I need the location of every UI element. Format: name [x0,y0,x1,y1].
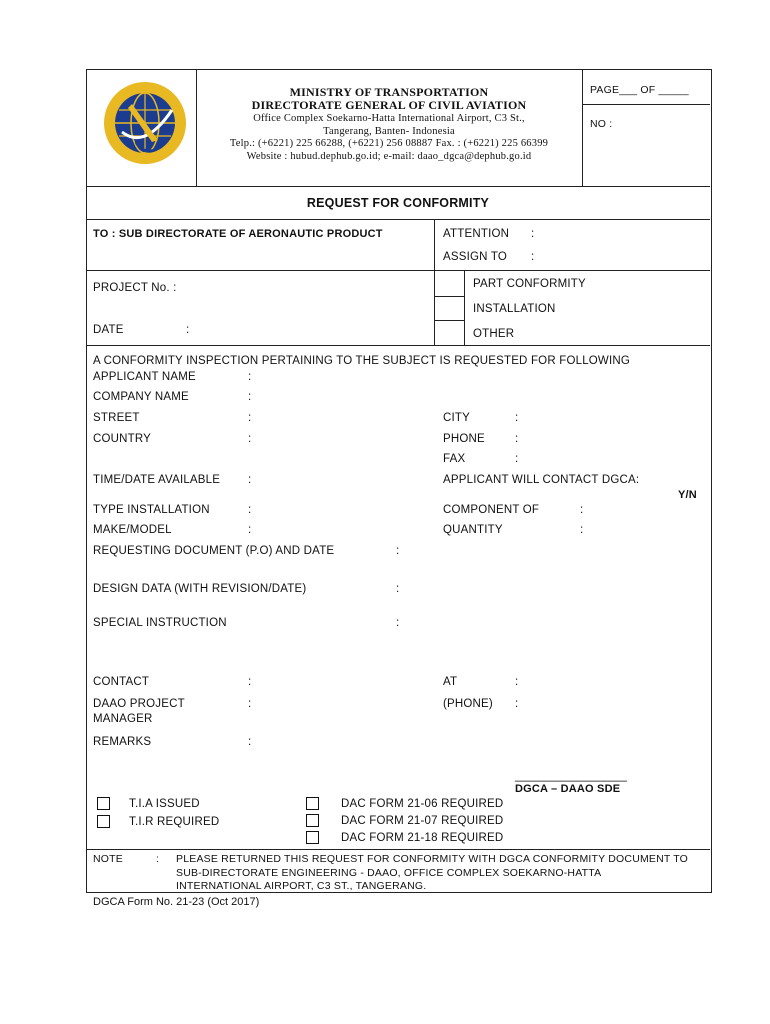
note-top-line [86,849,710,850]
applicant-contact-label: APPLICANT WILL CONTACT DGCA: [443,474,640,486]
header-page-divider [582,104,710,105]
phone-paren-colon: : [515,698,519,710]
intro-text: A CONFORMITY INSPECTION PERTAINING TO THE SUBJECT IS REQUESTED FOR FOLLOWING [93,355,631,367]
option-box-divider [464,270,465,345]
installation-label: INSTALLATION [473,303,556,315]
note-colon: : [156,853,160,865]
ministry-name: MINISTRY OF TRANSPORTATION [289,85,489,99]
daao-project-colon: : [248,698,252,710]
installation-checkbox[interactable] [435,297,463,319]
signature-label: DGCA – DAAO SDE [515,783,621,795]
note-line-3: INTERNATIONAL AIRPORT, C3 ST., TANGERANG. [176,880,427,892]
tia-issued-label: T.I.A ISSUED [129,798,200,810]
part-conformity-checkbox[interactable] [435,271,463,295]
project-no-label: PROJECT No. : [93,282,177,294]
header-divider-right [582,69,583,186]
applicant-name-colon: : [248,371,252,383]
page-of-field[interactable]: PAGE___ OF _____ [590,84,689,96]
ministry-logo-icon [102,80,188,166]
form-2106-label: DAC FORM 21-06 REQUIRED [341,798,504,810]
address-line-2: Tangerang, Banten- Indonesia [323,126,455,137]
special-instruction-colon: : [396,617,400,629]
component-of-label: COMPONENT OF [443,504,540,516]
date-label: DATE [93,324,124,336]
time-date-label: TIME/DATE AVAILABLE [93,474,221,486]
part-conformity-label: PART CONFORMITY [473,278,586,290]
at-colon: : [515,676,519,688]
make-model-colon: : [248,524,252,536]
attention-colon: : [531,228,535,240]
fax-colon: : [515,453,519,465]
attention-label: ATTENTION [443,228,510,240]
form-title: REQUEST FOR CONFORMITY [306,196,490,210]
design-data-label: DESIGN DATA (WITH REVISION/DATE) [93,583,307,595]
assign-to-colon: : [531,251,535,263]
website-line: Website : hubud.dephub.go.id; e-mail: daao_dgca@dephub.go.id [246,151,532,162]
attention-bottom-line [434,270,710,271]
directorate-name: DIRECTORATE GENERAL OF CIVIL AVIATION [251,98,527,112]
tir-required-checkbox[interactable] [97,815,110,828]
time-date-colon: : [248,474,252,486]
form-2107-label: DAC FORM 21-07 REQUIRED [341,815,504,827]
form-2118-checkbox[interactable] [306,831,319,844]
quantity-colon: : [580,524,584,536]
quantity-label: QUANTITY [443,524,503,536]
phone-colon: : [515,433,519,445]
form-2107-checkbox[interactable] [306,814,319,827]
note-line-2: SUB-DIRECTORATE ENGINEERING - DAAO, OFFICE COMPLEX SOEKARNO-HATTA [176,867,602,879]
date-colon: : [186,324,190,336]
assign-to-label: ASSIGN TO [443,251,508,263]
special-instruction-label: SPECIAL INSTRUCTION [93,617,227,629]
remarks-colon: : [248,736,252,748]
to-recipient: TO : SUB DIRECTORATE OF AERONAUTIC PRODUCT [93,228,383,240]
company-name-label: COMPANY NAME [93,391,189,403]
make-model-label: MAKE/MODEL [93,524,172,536]
to-bottom-line [86,270,434,271]
contact-label: CONTACT [93,676,150,688]
city-label: CITY [443,412,470,424]
component-of-colon: : [580,504,584,516]
form-2118-label: DAC FORM 21-18 REQUIRED [341,832,504,844]
form-2106-checkbox[interactable] [306,797,319,810]
street-label: STREET [93,412,140,424]
address-line-1: Office Complex Soekarno-Hatta International Airport, C3 St., [253,113,525,124]
note-line-1: PLEASE RETURNED THIS REQUEST FOR CONFORMITY WITH DGCA CONFORMITY DOCUMENT TO [176,853,689,865]
daao-manager-label: MANAGER [93,713,153,725]
tir-required-label: T.I.R REQUIRED [129,816,220,828]
header-bottom-line [86,186,710,187]
at-label: AT [443,676,458,688]
company-name-colon: : [248,391,252,403]
other-checkbox[interactable] [435,321,463,344]
title-bottom-line [86,219,710,220]
signature-line: _________________ [515,770,628,782]
daao-project-label: DAAO PROJECT [93,698,185,710]
number-field[interactable]: NO : [590,118,613,130]
type-installation-colon: : [248,504,252,516]
country-colon: : [248,433,252,445]
yes-no-label: Y/N [678,489,697,501]
tia-issued-checkbox[interactable] [97,797,110,810]
country-label: COUNTRY [93,433,152,445]
telephone-line: Telp.: (+6221) 225 66288, (+6221) 256 08887 Fax. : (+6221) 225 66399 [229,138,549,149]
phone-paren-label: (PHONE) [443,698,493,710]
phone-label: PHONE [443,433,485,445]
form-number-footer: DGCA Form No. 21-23 (Oct 2017) [93,896,260,908]
street-colon: : [248,412,252,424]
design-data-colon: : [396,583,400,595]
applicant-name-label: APPLICANT NAME [93,371,196,383]
note-label: NOTE [93,853,123,865]
requesting-document-colon: : [396,545,400,557]
fax-label: FAX [443,453,466,465]
section-bottom-line [86,345,710,346]
other-label: OTHER [473,328,515,340]
city-colon: : [515,412,519,424]
type-installation-label: TYPE INSTALLATION [93,504,210,516]
requesting-document-label: REQUESTING DOCUMENT (P.O) AND DATE [93,545,335,557]
contact-colon: : [248,676,252,688]
remarks-label: REMARKS [93,736,152,748]
